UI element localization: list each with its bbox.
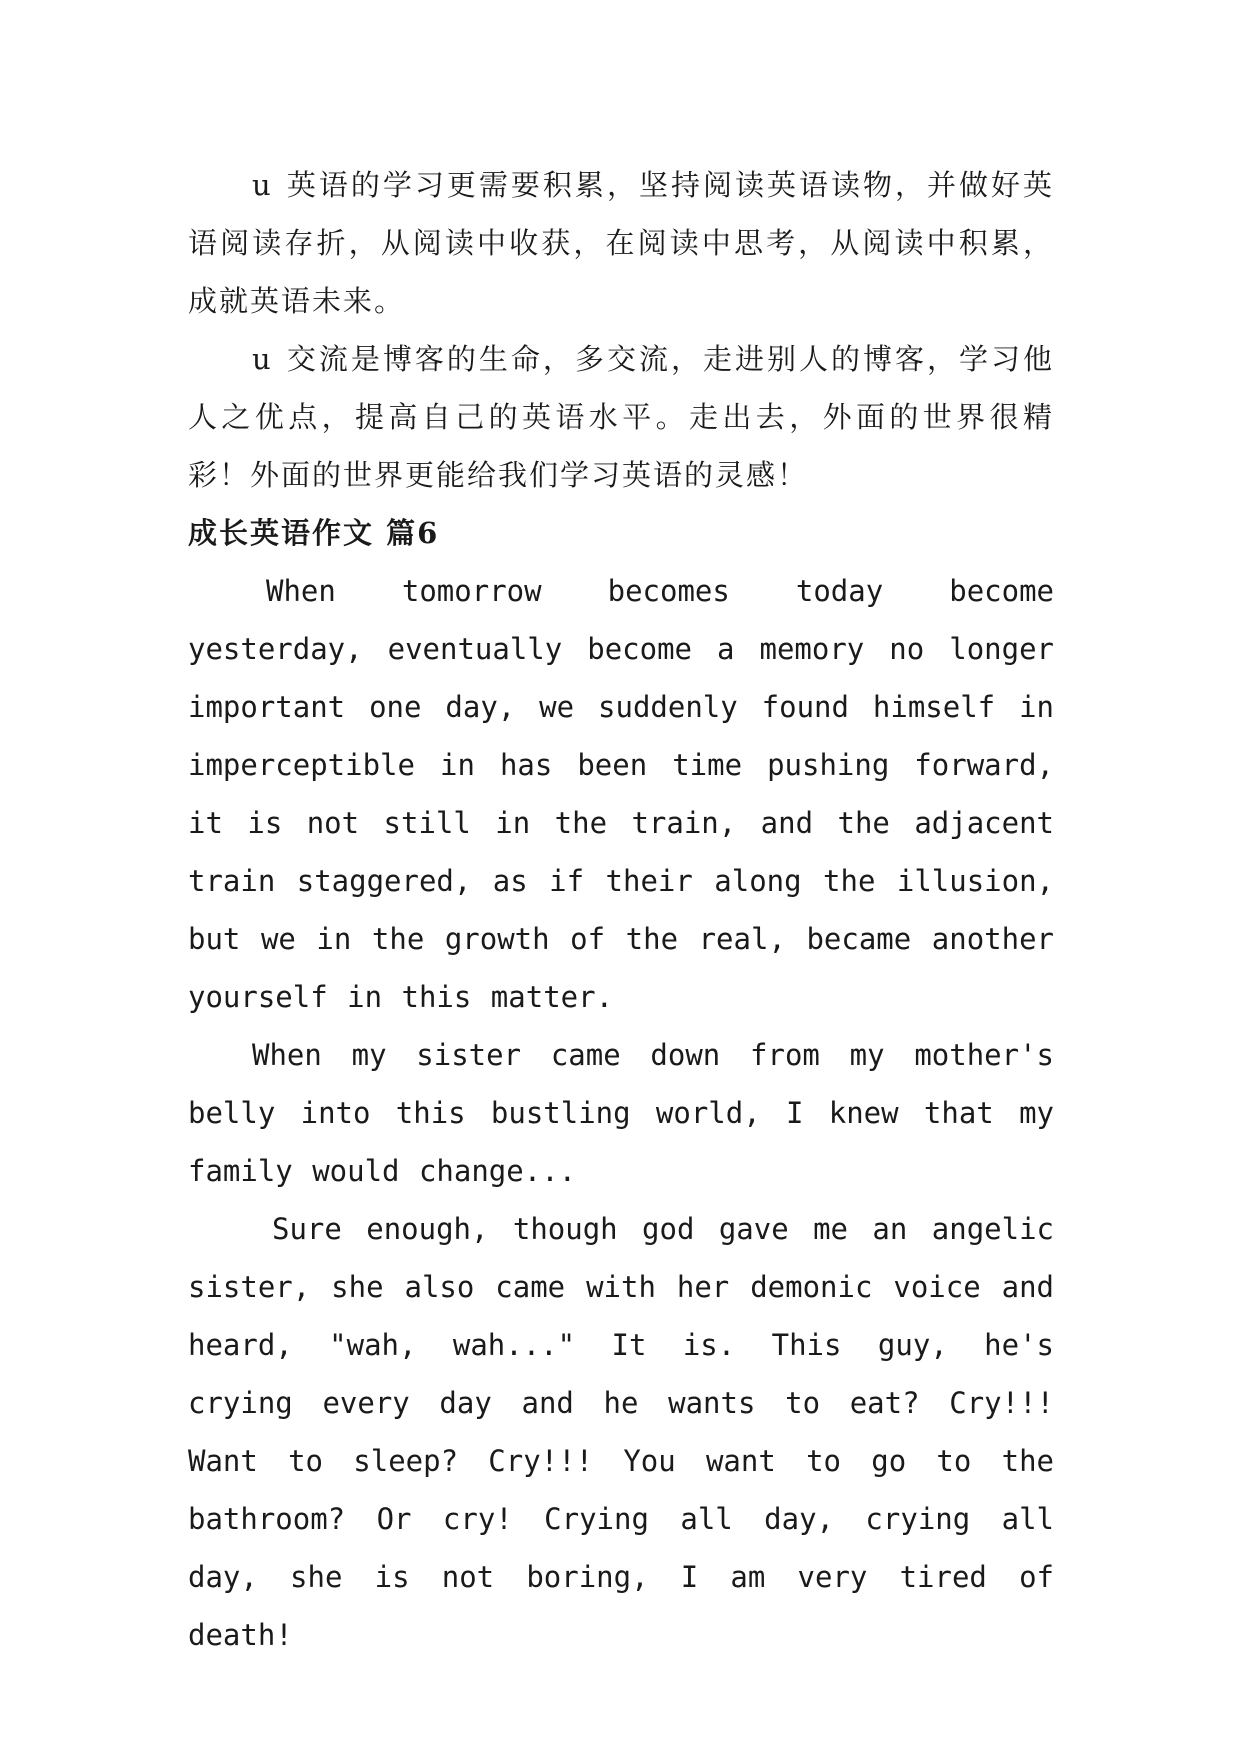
section-heading: 成长英语作文 篇6	[188, 516, 440, 550]
paragraph-reading-accumulation: u 英语的学习更需要积累，坚持阅读英语读物，并做好英语阅读存折，从阅读中收获，在阅读中思考，从阅读中积累，成就英语未来。	[188, 168, 1054, 318]
paragraph-crying-sister: Sure enough, though god gave me an angelic sister, she also came with her demonic voice and heard, "wah, wah..." It is. This guy, he's crying every day and he wants to eat? Cry!!! Want to sleep? Cry!!! You want to go to the bathroom? Or cry! Crying all day, crying all day, she is not boring, I am very tired of death!	[188, 1212, 1054, 1652]
paragraph-sister-arrival: When my sister came down from my mother's belly into this bustling world, I knew that my family would change...	[188, 1038, 1054, 1188]
paragraph-blog-communication: u 交流是博客的生命，多交流，走进别人的博客，学习他人之优点，提高自己的英语水平。走出去，外面的世界很精彩！外面的世界更能给我们学习英语的灵感！	[188, 342, 1054, 492]
document-body	[188, 156, 1054, 1664]
paragraph-tomorrow-today: When tomorrow becomes today become yesterday, eventually become a memory no longer important one day, we suddenly found himself in imperceptible in has been time pushing forward, it is not still in the train, and the adjacent train staggered, as if their along the illusion, but we in the growth of the real, became another yourself in this matter.	[188, 574, 1054, 1014]
